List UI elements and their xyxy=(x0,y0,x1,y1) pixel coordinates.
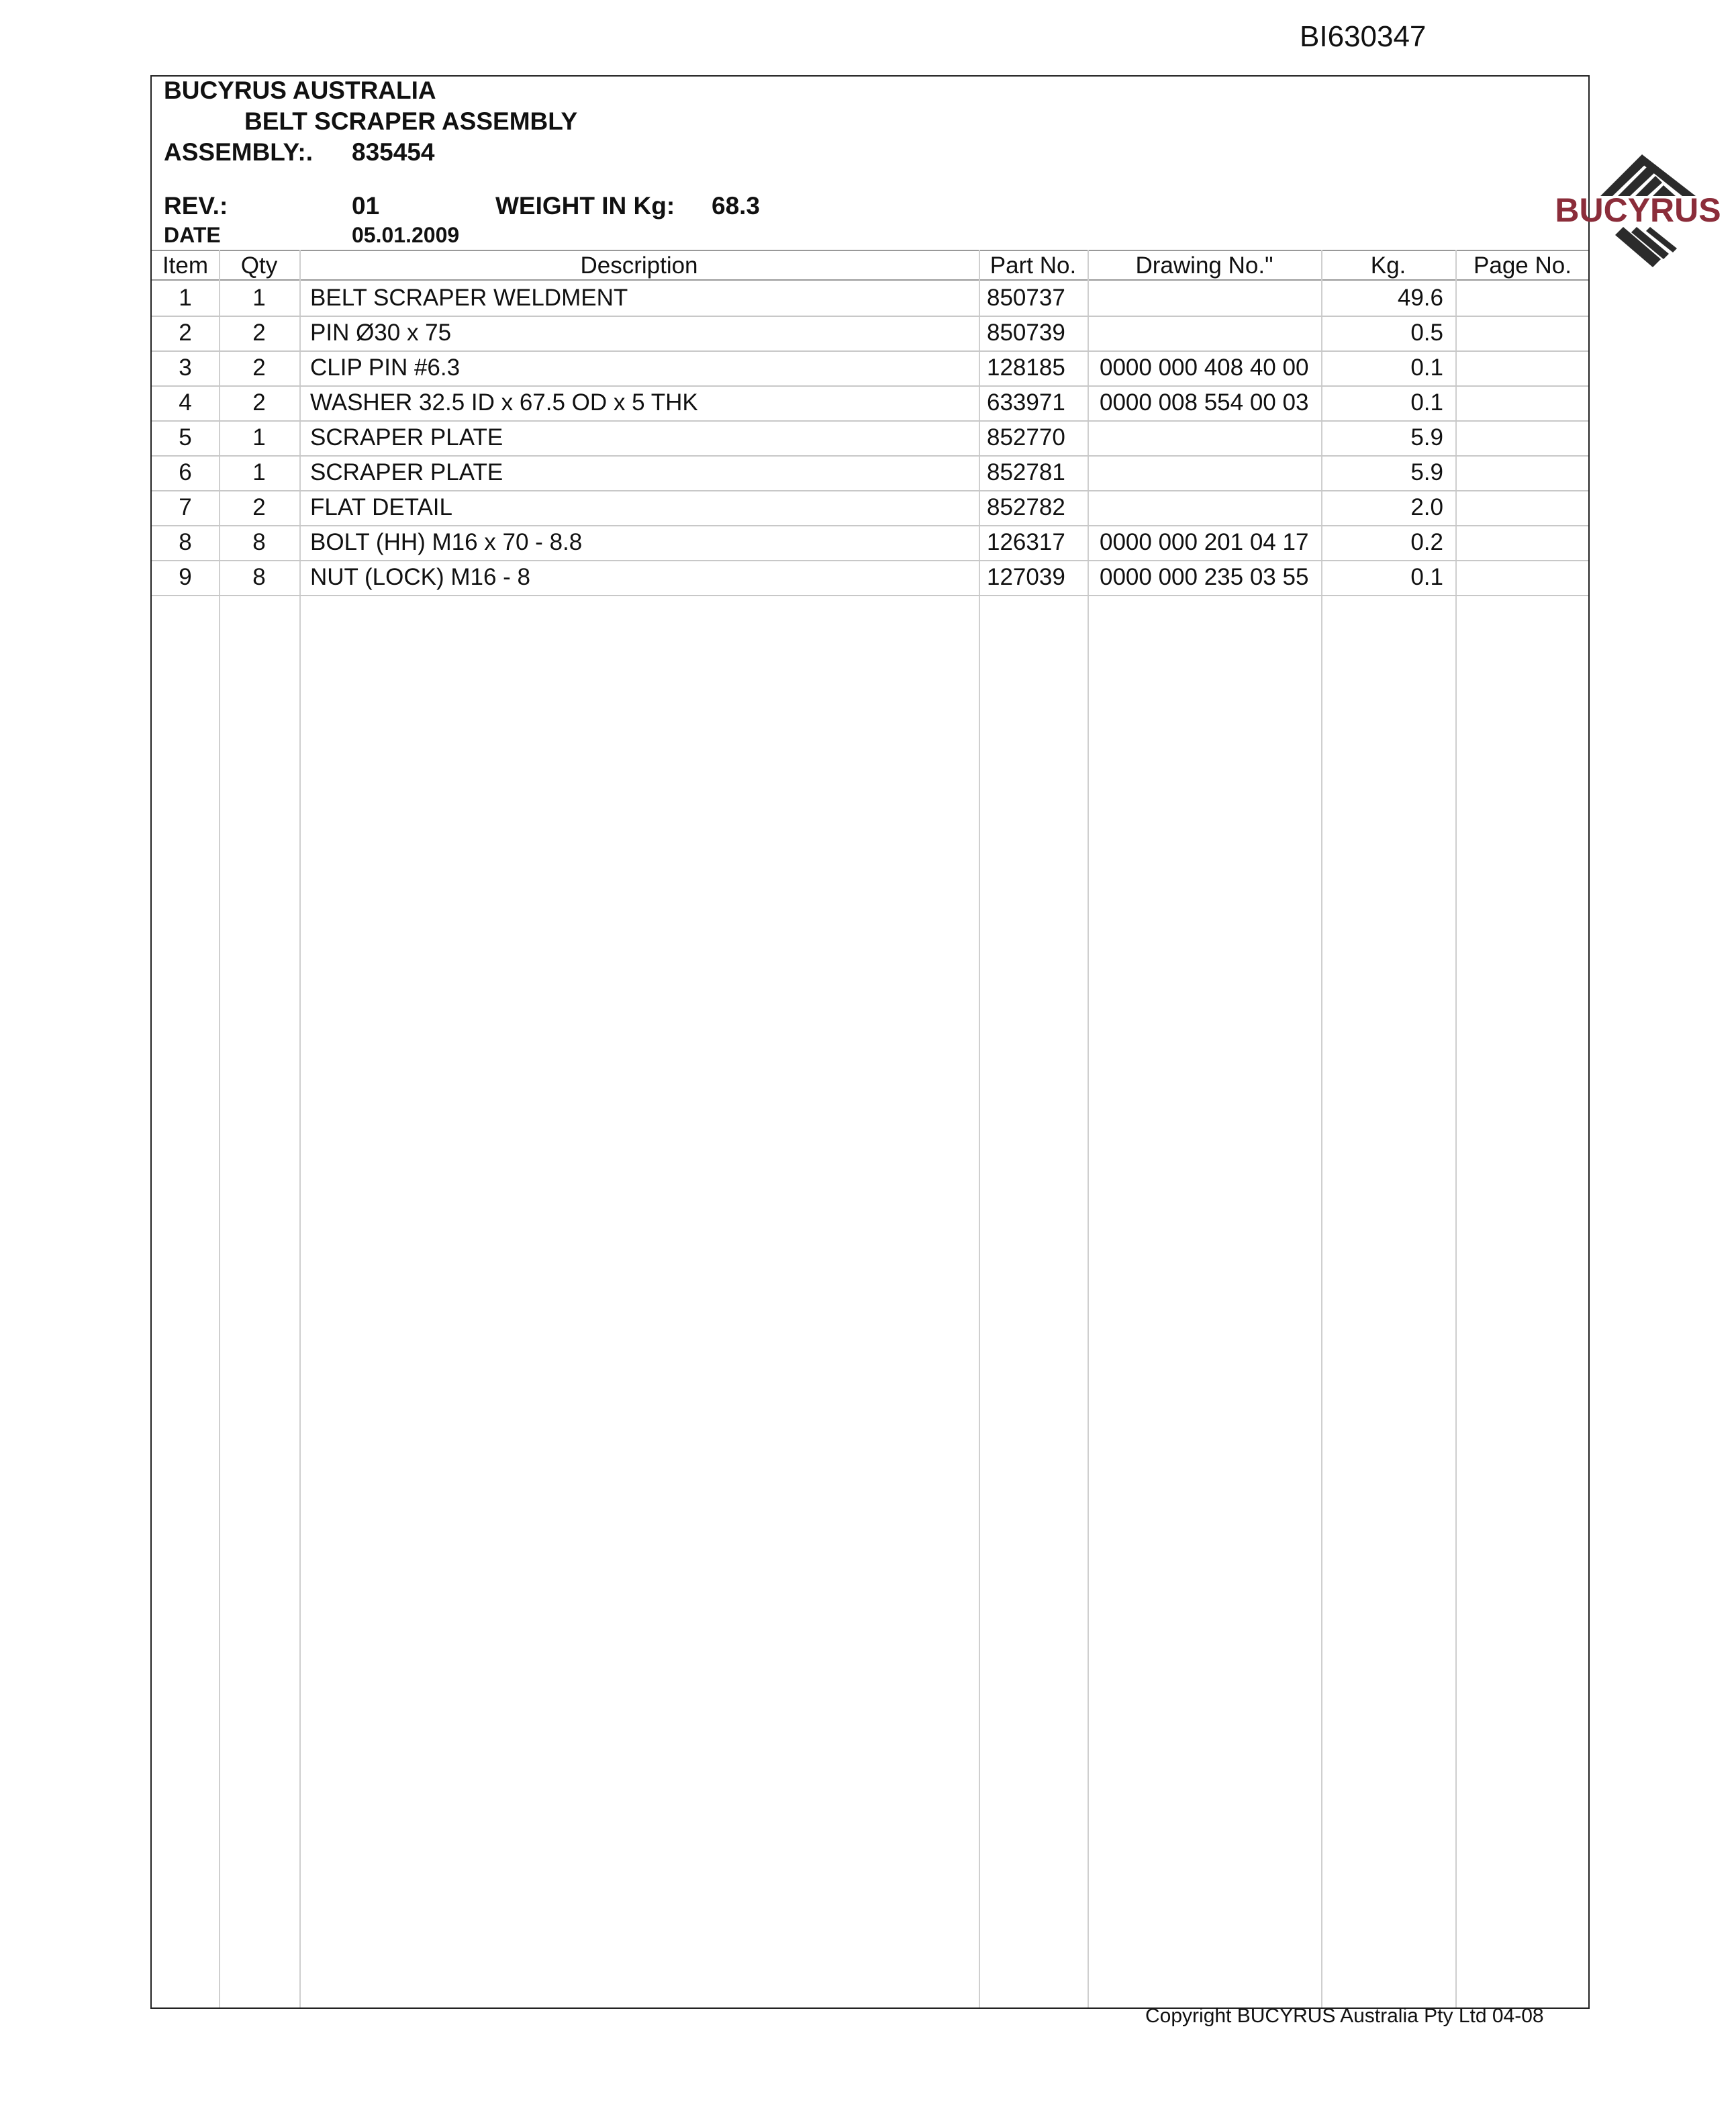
cell-part-no: 633971 xyxy=(987,389,1065,416)
cell-kg: 0.1 xyxy=(1410,389,1443,416)
cell-part-no: 852782 xyxy=(987,494,1065,520)
cell-qty: 1 xyxy=(252,285,266,311)
cell-description: SCRAPER PLATE xyxy=(310,459,503,485)
cell-kg: 0.5 xyxy=(1410,320,1443,346)
cell-item: 1 xyxy=(179,285,192,311)
table-row xyxy=(152,455,1588,491)
cell-item: 3 xyxy=(179,354,192,381)
cell-item: 4 xyxy=(179,389,192,416)
cell-description: PIN Ø30 x 75 xyxy=(310,320,452,346)
column-header-drawing-no: Drawing No." xyxy=(1135,252,1273,279)
cell-drawing-no: 0000 000 408 40 00 xyxy=(1100,354,1309,381)
header-divider xyxy=(152,250,1588,251)
rev-value: 01 xyxy=(352,192,380,220)
column-header-qty: Qty xyxy=(240,252,278,279)
cell-part-no: 852781 xyxy=(987,459,1065,485)
cell-part-no: 850739 xyxy=(987,320,1065,346)
column-header-kg: Kg. xyxy=(1370,252,1406,279)
assembly-label: ASSEMBLY:. xyxy=(164,138,314,166)
cell-qty: 2 xyxy=(252,354,266,381)
parts-list-frame xyxy=(150,75,1721,2009)
cell-qty: 1 xyxy=(252,424,266,451)
document-number: BI630347 xyxy=(1300,20,1427,53)
cell-item: 5 xyxy=(179,424,192,451)
cell-drawing-no: 0000 000 201 04 17 xyxy=(1100,529,1309,555)
table-row xyxy=(152,281,1588,317)
cell-kg: 5.9 xyxy=(1410,459,1443,485)
cell-qty: 2 xyxy=(252,320,266,346)
logo-wordmark: BUCYRUS xyxy=(1555,191,1721,229)
column-header-page-no: Page No. xyxy=(1474,252,1572,279)
weight-label: WEIGHT IN Kg: xyxy=(495,192,675,220)
cell-description: FLAT DETAIL xyxy=(310,494,452,520)
cell-item: 6 xyxy=(179,459,192,485)
copyright-footer: Copyright BUCYRUS Australia Pty Ltd 04-08 xyxy=(1145,2005,1544,2027)
cell-part-no: 127039 xyxy=(987,564,1065,590)
cell-drawing-no: 0000 008 554 00 03 xyxy=(1100,389,1309,416)
cell-qty: 8 xyxy=(252,529,266,555)
cell-qty: 8 xyxy=(252,564,266,590)
column-header-item: Item xyxy=(162,252,209,279)
cell-qty: 2 xyxy=(252,494,266,520)
table-row xyxy=(152,490,1588,526)
cell-kg: 2.0 xyxy=(1410,494,1443,520)
assembly-number: 835454 xyxy=(352,138,435,166)
cell-description: WASHER 32.5 ID x 67.5 OD x 5 THK xyxy=(310,389,698,416)
company-name: BUCYRUS AUSTRALIA xyxy=(164,77,436,104)
table-row xyxy=(152,560,1588,596)
cell-kg: 5.9 xyxy=(1410,424,1443,451)
cell-part-no: 852770 xyxy=(987,424,1065,451)
cell-item: 2 xyxy=(179,320,192,346)
cell-part-no: 850737 xyxy=(987,285,1065,311)
column-header-description: Description xyxy=(580,252,698,279)
cell-qty: 2 xyxy=(252,389,266,416)
cell-description: CLIP PIN #6.3 xyxy=(310,354,461,381)
cell-kg: 0.1 xyxy=(1410,564,1443,590)
cell-item: 9 xyxy=(179,564,192,590)
rev-label: REV.: xyxy=(164,192,228,220)
table-row xyxy=(152,385,1588,422)
cell-kg: 49.6 xyxy=(1397,285,1443,311)
column-header-part-no: Part No. xyxy=(990,252,1077,279)
date-label: DATE xyxy=(164,223,221,247)
cell-part-no: 126317 xyxy=(987,529,1065,555)
cell-description: BOLT (HH) M16 x 70 - 8.8 xyxy=(310,529,583,555)
cell-item: 7 xyxy=(179,494,192,520)
cell-item: 8 xyxy=(179,529,192,555)
cell-description: SCRAPER PLATE xyxy=(310,424,503,451)
table-row xyxy=(152,350,1588,387)
cell-drawing-no: 0000 000 235 03 55 xyxy=(1100,564,1309,590)
table-row xyxy=(152,525,1588,561)
weight-value: 68.3 xyxy=(712,192,761,220)
cell-kg: 0.1 xyxy=(1410,354,1443,381)
cell-part-no: 128185 xyxy=(987,354,1065,381)
assembly-title: BELT SCRAPER ASSEMBLY xyxy=(244,107,578,135)
cell-description: NUT (LOCK) M16 - 8 xyxy=(310,564,531,590)
table-row xyxy=(152,316,1588,352)
cell-qty: 1 xyxy=(252,459,266,485)
date-value: 05.01.2009 xyxy=(352,223,460,247)
cell-description: BELT SCRAPER WELDMENT xyxy=(310,285,628,311)
table-row xyxy=(152,420,1588,457)
cell-kg: 0.2 xyxy=(1410,529,1443,555)
